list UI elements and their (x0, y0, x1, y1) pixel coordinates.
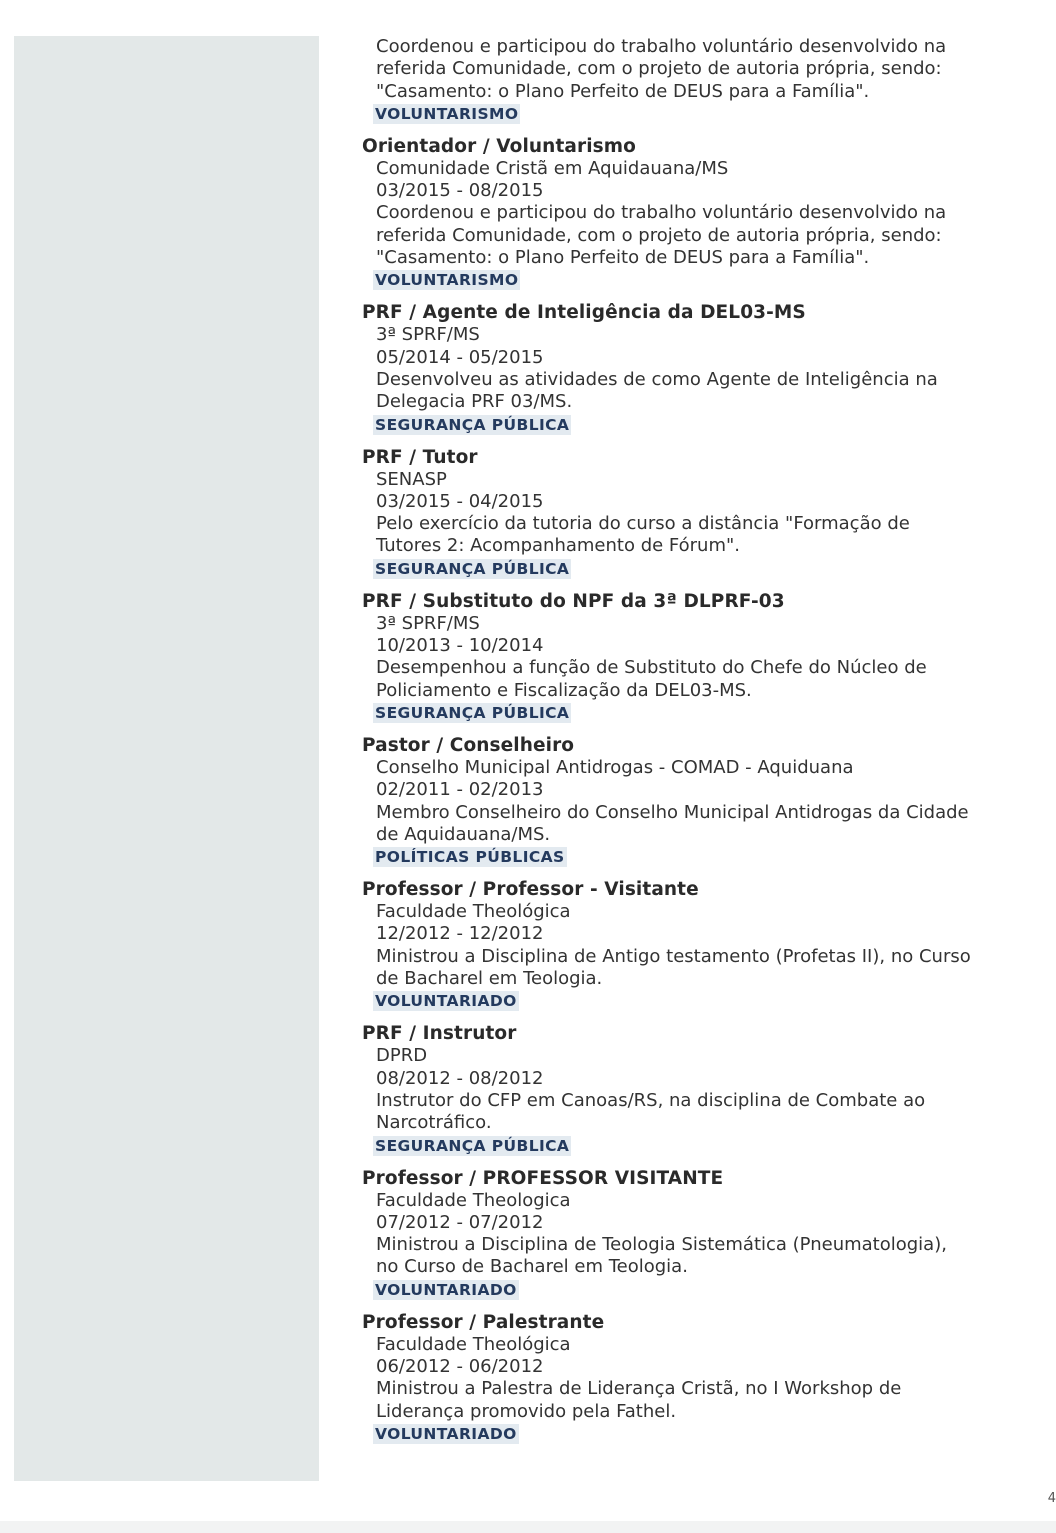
entry-organization: Faculdade Theológica (376, 901, 571, 923)
experience-list (362, 36, 1042, 1456)
entry-period: 05/2014 - 05/2015 (376, 346, 544, 368)
entry-category-tag: SEGURANÇA PÚBLICA (375, 415, 570, 434)
entry-category-tag: VOLUNTARIADO (375, 992, 517, 1011)
entry-category-tag: SEGURANÇA PÚBLICA (375, 559, 570, 578)
entry-category-tag: POLÍTICAS PÚBLICAS (375, 848, 565, 867)
entry-title: Professor / Professor - Visitante (362, 879, 699, 901)
page-footer-band (0, 1521, 1056, 1533)
entry-body (362, 757, 1042, 846)
entry-organization: Faculdade Theologica (376, 1189, 571, 1211)
entry-body (362, 1045, 1042, 1134)
experience-entry (362, 879, 1042, 1011)
entry-body (362, 1334, 1042, 1423)
entry-organization: 3ª SPRF/MS (376, 612, 480, 634)
entry-period: 03/2015 - 04/2015 (376, 490, 544, 512)
page-number: 4 (1047, 1491, 1056, 1506)
entry-body (362, 1190, 1042, 1279)
entry-body (362, 324, 1042, 413)
entry-period: 08/2012 - 08/2012 (376, 1067, 544, 1089)
entry-period: 02/2011 - 02/2013 (376, 779, 544, 801)
entry-title: PRF / Substituto do NPF da 3ª DLPRF-03 (362, 590, 785, 612)
entry-period: 06/2012 - 06/2012 (376, 1355, 544, 1377)
entry-description: Instrutor do CFP em Canoas/RS, na disciplina de Combate ao Narcotráfico. (376, 1089, 926, 1134)
entry-period: 07/2012 - 07/2012 (376, 1211, 544, 1233)
entry-description: Ministrou a Disciplina de Teologia Sistemática (Pneumatologia), no Curso de Bacharel em Teologia. (376, 1234, 947, 1278)
experience-entry (362, 1168, 1042, 1300)
entry-title: PRF / Tutor (362, 446, 478, 468)
entry-organization: Faculdade Theológica (376, 1333, 571, 1355)
experience-entry (362, 591, 1042, 723)
entry-period: 03/2015 - 08/2015 (376, 180, 544, 202)
entry-description: Coordenou e participou do trabalho voluntário desenvolvido na referida Comunidade, com o projeto de autoria própria, sendo: "Casamento: o Plano Perfeito de DEUS para a Família". (376, 36, 947, 102)
entry-period: 10/2013 - 10/2014 (376, 635, 544, 657)
entry-body (362, 158, 1042, 269)
entry-organization: DPRD (376, 1045, 428, 1067)
experience-entry (362, 447, 1042, 579)
entry-title: Professor / PROFESSOR VISITANTE (362, 1167, 724, 1189)
entry-category-tag: VOLUNTARIADO (375, 1424, 517, 1443)
entry-description: Desempenhou a função de Substituto do Chefe do Núcleo de Policiamento e Fiscalização da DEL03-MS. (376, 657, 927, 701)
entry-body (362, 469, 1042, 558)
entry-description: Ministrou a Palestra de Liderança Cristã, no I Workshop de Liderança promovido pela Fathel. (376, 1378, 902, 1422)
experience-entry (362, 136, 1042, 290)
sidebar-panel (14, 36, 319, 1481)
entry-organization: 3ª SPRF/MS (376, 324, 480, 346)
entry-category-tag: VOLUNTARISMO (375, 104, 519, 123)
entry-description: Membro Conselheiro do Conselho Municipal Antidrogas da Cidade de Aquidauana/MS. (376, 801, 969, 845)
entry-description: Desenvolveu as atividades de como Agente de Inteligência na Delegacia PRF 03/MS. (376, 368, 938, 413)
experience-entry (362, 735, 1042, 867)
entry-category-tag: VOLUNTARIADO (375, 1280, 517, 1299)
entry-title: Pastor / Conselheiro (362, 734, 575, 756)
entry-description: Ministrou a Disciplina de Antigo testamento (Profetas II), no Curso de Bacharel em Teologia. (376, 945, 971, 990)
entry-body (362, 901, 1042, 990)
entry-organization: Conselho Municipal Antidrogas - COMAD - Aquiduana (376, 756, 854, 778)
entry-title: PRF / Agente de Inteligência da DEL03-MS (362, 302, 806, 324)
entry-category-tag: SEGURANÇA PÚBLICA (375, 1136, 570, 1155)
entry-description: Coordenou e participou do trabalho voluntário desenvolvido na referida Comunidade, com o projeto de autoria própria, sendo: "Casamento: o Plano Perfeito de DEUS para a Família". (376, 202, 947, 269)
entry-title: PRF / Instrutor (362, 1023, 517, 1045)
entry-organization: SENASP (376, 468, 447, 490)
entry-category-tag: SEGURANÇA PÚBLICA (375, 703, 570, 722)
entry-period: 12/2012 - 12/2012 (376, 923, 544, 945)
entry-category-tag: VOLUNTARISMO (375, 271, 519, 290)
entry-title: Professor / Palestrante (362, 1311, 605, 1333)
entry-body (362, 36, 1042, 103)
experience-entry (362, 36, 1042, 124)
experience-entry (362, 1023, 1042, 1155)
entry-description: Pelo exercício da tutoria do curso a distância "Formação de Tutores 2: Acompanhamento de Fórum". (376, 513, 910, 557)
experience-entry (362, 302, 1042, 434)
entry-organization: Comunidade Cristã em Aquidauana/MS (376, 157, 729, 179)
entry-body (362, 613, 1042, 702)
entry-title: Orientador / Voluntarismo (362, 135, 636, 157)
experience-entry (362, 1312, 1042, 1444)
